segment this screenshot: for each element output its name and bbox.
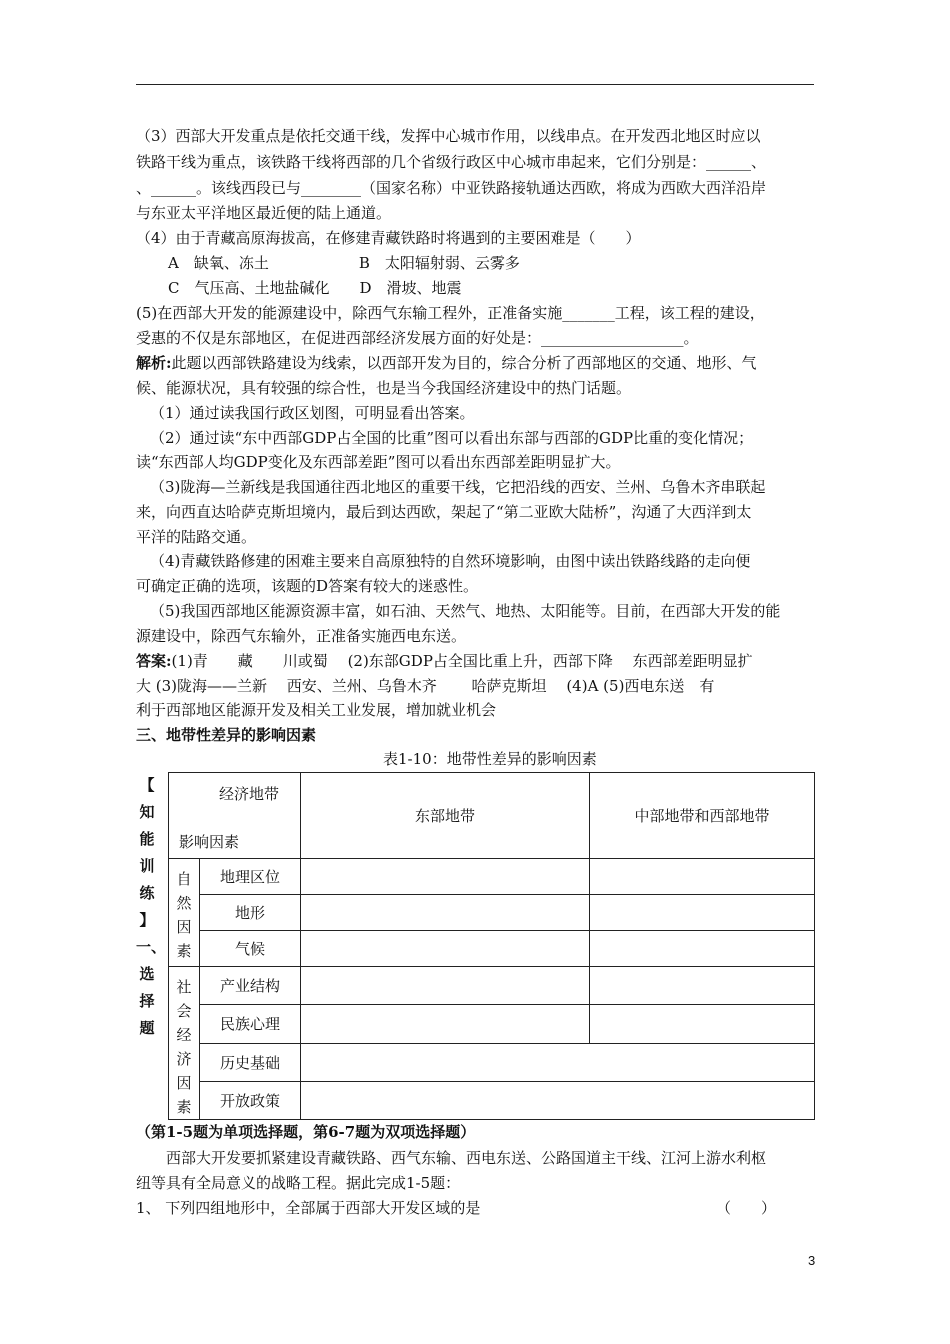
blank-cell[interactable]	[301, 895, 590, 931]
column-header-midwest: 中部地带和西部地带	[590, 773, 815, 859]
answer-label: 答案:	[136, 652, 172, 670]
analysis-line: 解析:此题以西部铁路建设为线索，以西部开发为目的，综合分析了西部地区的交通、地形、气	[136, 354, 757, 372]
factor-cell: 历史基础	[200, 1043, 301, 1081]
option-line: A 缺氧、冻土 B 太阳辐射弱、云雾多	[168, 254, 520, 272]
blank-cell[interactable]	[301, 859, 590, 895]
factors-table	[168, 772, 815, 1120]
text-line: （1）通过读我国行政区划图，可明显看出答案。	[150, 404, 475, 422]
text-line: （2）通过读“东中西部GDP占全国的比重”图可以看出东部与西部的GDP比重的变化情况；	[150, 429, 754, 447]
text-line: 读“东西部人均GDP变化及东西部差距”图可以看出东西部差距明显扩大。	[136, 453, 621, 471]
text-line: (5)在西部大开发的能源建设中，除西气东输工程外，正准备实施_______工程，该工程的建设，	[136, 304, 765, 322]
text-line: 来，向西直达哈萨克斯坦境内，最后到达西欧，架起了“第二亚欧大陆桥”，沟通了大西洋到太	[136, 503, 752, 521]
text-line: 大 (3)陇海——兰新 西安、兰州、乌鲁木齐 哈萨克斯坦 (4)A (5)西电东送 有	[136, 677, 715, 695]
text-line: 纽等具有全局意义的战略工程。据此完成1-5题：	[136, 1174, 461, 1192]
text-line: 受惠的不仅是东部地区，在促进西部经济发展方面的好处是：___________________。	[136, 329, 699, 347]
text-line: （3)陇海—兰新线是我国通往西北地区的重要干线，它把沿线的西安、兰州、乌鲁木齐串联起	[150, 478, 766, 496]
factor-cell: 地理区位	[200, 859, 301, 895]
blank-cell[interactable]	[301, 931, 590, 967]
text-line: 利于西部地区能源开发及相关工业发展，增加就业机会	[136, 701, 497, 719]
text-line: 西部大开发要抓紧建设青藏铁路、西气东输、西电东送、公路国道主干线、江河上游水利枢	[166, 1149, 767, 1167]
text-line: （4)青藏铁路修建的困难主要来自高原独特的自然环境影响，由图中读出铁路线路的走向便	[150, 552, 751, 570]
text-line: （5)我国西部地区能源资源丰富，如石油、天然气、地热、太阳能等。目前，在西部大开发的能	[150, 602, 781, 620]
section-heading: 三、地带性差异的影响因素	[136, 726, 317, 744]
text-line: 候、能源状况，具有较强的综合性，也是当今我国经济建设中的热门话题。	[136, 379, 632, 397]
page-number: 3	[808, 1253, 816, 1268]
blank-cell[interactable]	[590, 1005, 815, 1043]
text-line: 源建设中，除西气东输外，正准备实施西电东送。	[136, 627, 467, 645]
column-header-east: 东部地带	[301, 773, 590, 859]
text-line: 铁路干线为重点，该铁路干线将西部的几个省级行政区中心城市串起来，它们分别是：______、	[136, 153, 767, 171]
answer-line: 答案:(1)青 藏 川或蜀 (2)东部GDP占全国比重上升，西部下降 东西部差距明显扩	[136, 652, 753, 670]
blank-cell[interactable]	[301, 1005, 590, 1043]
category-natural: 自 然 因 素	[169, 859, 200, 967]
table-caption: 表1-10：地带性差异的影响因素	[383, 750, 597, 768]
answer-paren: （ ）	[716, 1199, 777, 1217]
blank-merged-cell[interactable]	[301, 1081, 815, 1119]
category-social: 社 会 经 济 因 素	[169, 967, 200, 1120]
blank-cell[interactable]	[590, 967, 815, 1005]
text-line: 、______。该线西段已与________（国家名称）中亚铁路接轨通达西欧，将成为西欧大西洋沿岸	[136, 179, 767, 197]
text-line: 平洋的陆路交通。	[136, 528, 257, 546]
side-label: 【 知 能 训 练 】 一、 选 择 题	[136, 776, 167, 1037]
factor-cell: 产业结构	[200, 967, 301, 1005]
blank-merged-cell[interactable]	[301, 1043, 815, 1081]
blank-cell[interactable]	[301, 967, 590, 1005]
factor-cell: 地形	[200, 895, 301, 931]
text-line: （3）西部大开发重点是依托交通干线，发挥中心城市作用，以线串点。在开发西北地区时应以	[136, 127, 761, 145]
text-line: （4）由于青藏高原海拔高，在修建青藏铁路时将遇到的主要困难是（ ）	[136, 229, 641, 247]
text-line: 与东亚太平洋地区最近便的陆上通道。	[136, 204, 392, 222]
factor-cell: 气候	[200, 931, 301, 967]
factor-cell: 开放政策	[200, 1081, 301, 1119]
factor-cell: 民族心理	[200, 1005, 301, 1043]
question-1: 1、 下列四组地形中，全部属于西部大开发区域的是	[136, 1199, 481, 1217]
question-note: （第1-5题为单项选择题，第6-7题为双项选择题）	[136, 1123, 476, 1141]
option-line: C 气压高、土地盐碱化 D 滑坡、地震	[168, 279, 462, 297]
table-corner-header: 经济地带 影响因素	[169, 773, 301, 859]
blank-cell[interactable]	[590, 859, 815, 895]
text-line: 可确定正确的选项，该题的D答案有较大的迷惑性。	[136, 577, 479, 595]
analysis-label: 解析:	[136, 354, 172, 372]
header-rule	[136, 84, 814, 85]
blank-cell[interactable]	[590, 895, 815, 931]
blank-cell[interactable]	[590, 931, 815, 967]
